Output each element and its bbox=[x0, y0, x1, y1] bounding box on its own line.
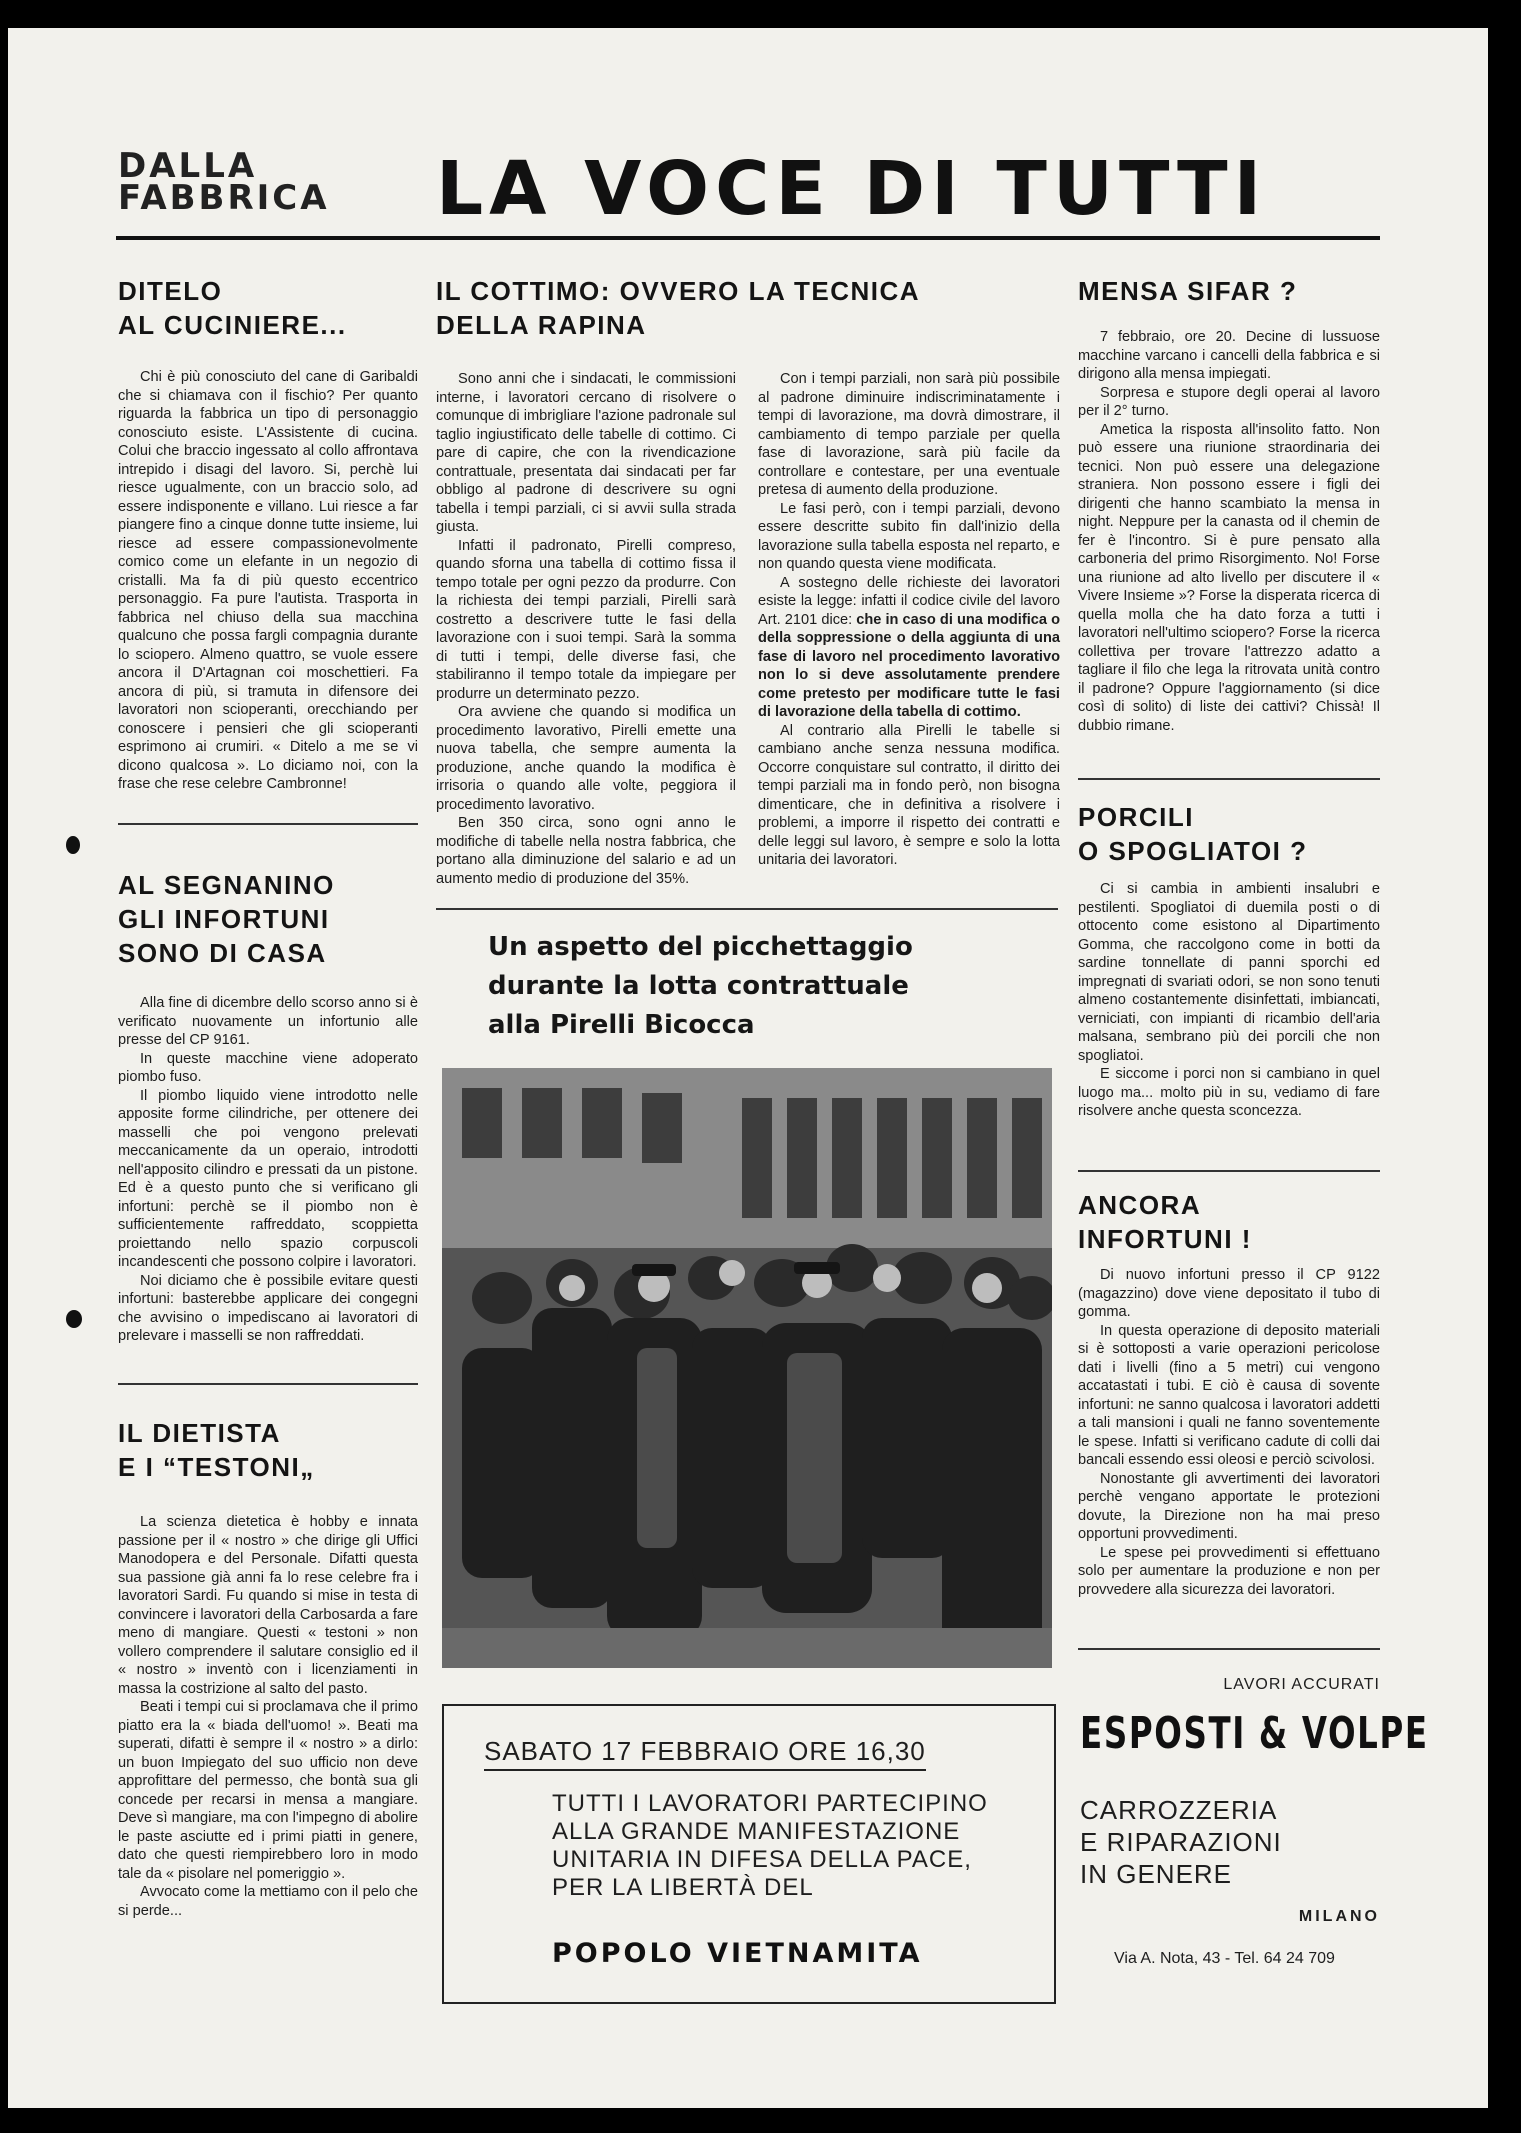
cottimo-title-line-2: DELLA RAPINA bbox=[436, 310, 647, 340]
ancora-title-line-2: INFORTUNI ! bbox=[1078, 1224, 1252, 1254]
kicker-line-1: DALLA bbox=[118, 146, 258, 186]
ancora-title bbox=[1078, 1188, 1378, 1256]
cottimo-paragraph: Con i tempi parziali, non sarà più possibile al padrone diminuire indiscriminatamente i tempi di lavorazione, ma dovrà dimostrare, il cambiamento di tempo parziale per quella fase di lavorazione, sarà più facile da controllare e contestare, per una eventuale pretesa di aumento della produzione. bbox=[758, 371, 1060, 498]
picket-photo bbox=[442, 1068, 1052, 1668]
photo-caption-line-3: alla Pirelli Bicocca bbox=[488, 1010, 755, 1040]
dietista-title-line-2: E I “TESTONI„ bbox=[118, 1452, 315, 1482]
segnanino-body bbox=[118, 994, 418, 1346]
picket-photo-image bbox=[442, 1068, 1052, 1668]
ancora-paragraph: Nonostante gli avvertimenti dei lavoratori perchè vengano apportate le protezioni dovute, la Direzione non ha mai preso opportuni provvedimenti. bbox=[1078, 1470, 1380, 1542]
cottimo-paragraph: Ben 350 circa, sono ogni anno le modifiche di tabelle nella nostra fabbrica, che portano alla diminuzione del salario e ad un aumento medio di produzione del 35%. bbox=[436, 815, 736, 887]
porcili-paragraph: E siccome i porci non si cambiano in quel luogo ma... molto più in su, vediamo di fare risolvere anche questa sconcezza. bbox=[1078, 1066, 1380, 1119]
cottimo-paragraph: Al contrario alla Pirelli le tabelle si cambiano anche senza nessuna modifica. Occorre conquistare sul contratto, il diritto dei tempi parziali ma in fondo però, non bisogna dimenticare, che in definitiva a risolvere i problemi, a imporre il rispetto dei contratti e delle leggi sul lavoro, è sempre e solo la lotta unitaria dei lavoratori. bbox=[758, 722, 1060, 868]
mensa-paragraph: Ametica la risposta all'insolito fatto. Non può essere una riunione straordinaria dei tecnici. Non può essere una delegazione straniera. Non possono essere i figli dei dirigenti che hanno scambiato la mensa in night. Neppure per la canasta od il chemin de fer è l'incontro. Si è pure pensato alla carboneria del primo Risorgimento. No! Forse una riunione ad alto livello per discutere il « Vivere Insieme »? Forse la disperata ricerca di quella molla che ha dato forza a tutti i lavoratori nell'ultimo sciopero? Forse la ricerca collettiva per trovare l'attrezzo adatto a tagliare il filo che lega la ritrovata unità contro il padrone? Oppure l'aggiornamento (si dice così di solito) di liste dei cattivi? Chissà! Il dubbio rimane. bbox=[1078, 421, 1380, 734]
punch-mark bbox=[66, 1310, 82, 1328]
rally-box bbox=[442, 1704, 1056, 2004]
rally-headline: POPOLO VIETNAMITA bbox=[552, 1938, 923, 1969]
porcili-paragraph: Ci si cambia in ambienti insalubri e pestilenti. Spogliatoi di duemila posti o di ottocento come esistono al Dipartimento Gomma, che raccolgono come in botti da sardine tonnellate di panni sporchi ed impregnati di svariati odori, se non sono tenuti almeno costantemente disinfettati, imbiancati, verniciati, con impianti di ricambio dell'aria malsana, sembrano più dei porcili che non spogliatoi. bbox=[1078, 881, 1380, 1064]
dietista-body bbox=[118, 1513, 418, 1920]
segnanino-title bbox=[118, 868, 418, 970]
cottimo-paragraph: Infatti il padronato, Pirelli compreso, quando sforna una tabella di cottimo fissa il tempo totale per ogni pezzo da produrre. Con la richiesta dei tempi parziali, Pirelli sarà costretto a descrivere tutte le fasi della lavorazione con i suoi tempi. Sarà la somma di tutti i tempi, delle diverse fasi, che stabiliranno il tempo totale da impiegare per produrre un determinato pezzo. bbox=[436, 537, 736, 702]
kicker bbox=[118, 146, 330, 218]
rally-line: UNITARIA IN DIFESA DELLA PACE, bbox=[552, 1846, 972, 1873]
cottimo-paragraph: Le fasi però, con i tempi parziali, devono essere descritte subito fin dall'inizio della lavorazione sulla tabella esposta nel reparto, e non quando questa viene modificata. bbox=[758, 500, 1060, 572]
divider bbox=[118, 823, 418, 825]
divider bbox=[118, 1383, 418, 1385]
segnanino-paragraph: Il piombo liquido viene introdotto nelle apposite forme cilindriche, per ottenere dei masselli che poi vengono prelevati meccanicamente da un operaio, introdotti nell'apposito cilindro e pressati da un pistone. Ed è a questo punto che si verificano gli infortuni: perchè se il piombo non è sufficientemente raffreddato, scoppietta proiettando nello spazio corpuscoli incandescenti che possono colpire i lavoratori. bbox=[118, 1087, 418, 1270]
porcili-title-line-1: PORCILI bbox=[1078, 802, 1194, 832]
ad-service-line: CARROZZERIA bbox=[1080, 1795, 1278, 1825]
punch-mark bbox=[66, 836, 80, 854]
dietista-paragraph: Avvocato come la mettiamo con il pelo che si perde... bbox=[118, 1884, 418, 1919]
photo-caption bbox=[488, 928, 1048, 1045]
ditelo-title bbox=[118, 274, 418, 342]
cottimo-paragraph: Ora avviene che quando si modifica un procedimento lavorativo, Pirelli emette una nuova tabella, che sempre aumenta la produzione, anche quando la modifica è irrisoria o quando alle volte, peggiora il procedimento lavorativo. bbox=[436, 704, 736, 813]
divider bbox=[1078, 1170, 1380, 1172]
ad-city: MILANO bbox=[1298, 1908, 1380, 1925]
rally-line: ALLA GRANDE MANIFESTAZIONE bbox=[552, 1818, 961, 1845]
ancora-paragraph: Di nuovo infortuni presso il CP 9122 (magazzino) dove viene depositato il tubo di gomma. bbox=[1078, 1267, 1380, 1320]
mensa-body bbox=[1078, 328, 1380, 735]
porcili-title bbox=[1078, 800, 1378, 868]
divider bbox=[1078, 778, 1380, 780]
cottimo-column-b bbox=[758, 370, 1060, 870]
photo-caption-line-1: Un aspetto del picchettaggio bbox=[488, 932, 913, 962]
newspaper-page bbox=[8, 28, 1488, 2108]
ad-service-line: E RIPARAZIONI bbox=[1080, 1827, 1282, 1857]
ad-top-line: LAVORI ACCURATI bbox=[1223, 1676, 1380, 1693]
cottimo-law-intro: A sostegno delle richieste dei lavoratori esiste la legge: infatti il codice civile del lavoro Art. 2101 dice: bbox=[758, 574, 1060, 628]
mensa-paragraph: Sorpresa e stupore degli operai al lavoro per il 2° turno. bbox=[1078, 384, 1380, 419]
porcili-body bbox=[1078, 880, 1380, 1121]
kicker-line-2: FABBRICA bbox=[118, 178, 330, 218]
rally-body bbox=[552, 1790, 988, 1902]
ad-services bbox=[1080, 1794, 1282, 1890]
rally-line: TUTTI I LAVORATORI PARTECIPINO bbox=[552, 1790, 988, 1817]
ditelo-body bbox=[118, 368, 418, 794]
segnanino-paragraph: In queste macchine viene adoperato piombo fuso. bbox=[118, 1050, 418, 1085]
mensa-title: MENSA SIFAR ? bbox=[1078, 276, 1298, 306]
ditelo-title-line-2: AL CUCINIERE... bbox=[118, 310, 347, 340]
ancora-body bbox=[1078, 1266, 1380, 1599]
cottimo-column-a bbox=[436, 370, 736, 888]
segnanino-title-line-1: AL SEGNANINO bbox=[118, 870, 335, 900]
cottimo-law-quote: che in caso di una modifica o della soppressione o della aggiunta di una fase di lavoro nel procedimento lavorativo non lo si deve assolutamente prendere come pretesto per modificare tutte le fasi di lavorazione della tabella di cottimo. bbox=[758, 611, 1060, 720]
dietista-paragraph: Beati i tempi cui si proclamava che il primo piatto era la « biada dell'uomo! ». Beati ma superati, difatti è sempre il « nostro » a dirlo: un buon Impiegato del suo ufficio non deve approfittare del permesso, che bontà sua gli concede per recarsi in mensa a mangiare. Deve sì mangiare, ma con l'impegno di abolire le paste asciutte ed i primi piatti in genere, dato che questi riempirebbero loro in modo tale da « pisolare nel pomeriggio ». bbox=[118, 1699, 418, 1882]
masthead-rule bbox=[116, 236, 1380, 240]
ancora-paragraph: Le spese pei provvedimenti si effettuano solo per aumentare la produzione e non per provvedere alla sicurezza dei lavoratori. bbox=[1078, 1544, 1380, 1598]
photo-caption-line-2: durante la lotta contrattuale bbox=[488, 971, 909, 1001]
dietista-title-line-1: IL DIETISTA bbox=[118, 1418, 281, 1448]
mensa-paragraph: 7 febbraio, ore 20. Decine di lussuose macchine varcano i cancelli della fabbrica e si dirigono alla mensa impiegati. bbox=[1078, 329, 1380, 382]
cottimo-title-line-1: IL COTTIMO: OVVERO LA TECNICA bbox=[436, 276, 921, 306]
segnanino-title-line-3: SONO DI CASA bbox=[118, 938, 327, 968]
ad-esposti-volpe bbox=[1078, 1668, 1429, 1998]
dietista-title bbox=[118, 1416, 418, 1484]
divider bbox=[436, 908, 1058, 910]
divider bbox=[1078, 1648, 1380, 1650]
porcili-title-line-2: O SPOGLIATOI ? bbox=[1078, 836, 1308, 866]
rally-date: SABATO 17 FEBBRAIO ORE 16,30 bbox=[484, 1736, 926, 1771]
cottimo-title bbox=[436, 274, 1036, 342]
segnanino-title-line-2: GLI INFORTUNI bbox=[118, 904, 330, 934]
cottimo-paragraph: Sono anni che i sindacati, le commissioni interne, i lavoratori cercano di risolvere o comunque di imbrigliare l'azione padronale sul taglio ingiustificato delle tabelle di cottimo. Ci pare di capire, che con la rivendicazione contrattuale, presentata dai sindacati per far obbligo al padrone di descrivere su ogni tabella i tempi parziali, ci si avvii sulla strada giusta. bbox=[436, 371, 736, 535]
masthead-title: LA VOCE DI TUTTI bbox=[436, 146, 1268, 232]
dietista-paragraph: La scienza dietetica è hobby e innata passione per il « nostro » che dirige gli Uffici Manodopera e del Personale. Difatti questa sua passione già anni fa lo rese celebre fra i lavoratori Sardi. Fu quando si mise in testa di convincere i lavoratori della Carbosarda a fare meno di mangiare. Questi « testoni » non vollero comprendere il salutare consiglio ed il « nostro » inventò con i licenziamenti in massa la costrizione al salto del pasto. bbox=[118, 1514, 418, 1697]
ditelo-paragraph: Chi è più conosciuto del cane di Garibaldi che si chiamava con il fischio? Per quanto riguarda la fabbrica un tipo di personaggio conosciuto esiste. L'Assistente di cucina. Colui che braccio ingessato al collo affrontava intrepido i disagi del lavoro. Si, perchè lui riesce ugualmente, con un braccio solo, ad essere indisponente e villano. Lui riesce a far piangere fino a cinque donne tutte insieme, lui riesce ad essere compassionevolmente comico come un elefante in un negozio di cristalli. Ma fa di più questo eccentrico personaggio. Fa pure l'autista. Trasporta in fabbrica nel chiuso della sua macchina qualcuno che possa fargli compagnia durante lo sciopero. Almeno quattro, se vuole essere ancora il D'Artagnan coi moschettieri. Fa ancora di più, si tramuta in difensore dei lavoratori non scioperanti, orecchiando per conoscere i pensieri che gli scioperanti esprimono ai crumiri. « Ditelo a me se vi dicono qualcosa ». Lo diciamo noi, con la frase che rese celebre Cambronne! bbox=[118, 369, 418, 792]
segnanino-paragraph: Noi diciamo che è possibile evitare questi infortuni: basterebbe applicare dei congegni che avvisino o impediscano ai lavoratori di prelevare i masselli se non raffreddati. bbox=[118, 1272, 418, 1344]
ad-company-name: ESPOSTI & VOLPE bbox=[1080, 1708, 1429, 1759]
ancora-paragraph: In questa operazione di deposito materiali si è sottoposti a varie operazioni pericolose dati i livelli (fino a 5 metri) cui vengono accatastati i tubi. E ciò è causa di sovente infortuni: ne sanno qualcosa i lavoratori addetti a tali mansioni i quali ne fanno soventemente le spese. Infatti si verificano cadute di colli dai bancali essendo essi oleosi e perciò scivolosi. bbox=[1078, 1322, 1380, 1468]
cottimo-paragraph-law bbox=[758, 574, 1060, 722]
ad-service-line: IN GENERE bbox=[1080, 1859, 1233, 1889]
ditelo-title-line-1: DITELO bbox=[118, 276, 223, 306]
ad-address: Via A. Nota, 43 - Tel. 64 24 709 bbox=[1114, 1950, 1335, 1967]
rally-line: PER LA LIBERTÀ DEL bbox=[552, 1874, 814, 1901]
segnanino-paragraph: Alla fine di dicembre dello scorso anno si è verificato nuovamente un infortunio alle presse del CP 9161. bbox=[118, 995, 418, 1048]
ancora-title-line-1: ANCORA bbox=[1078, 1190, 1202, 1220]
